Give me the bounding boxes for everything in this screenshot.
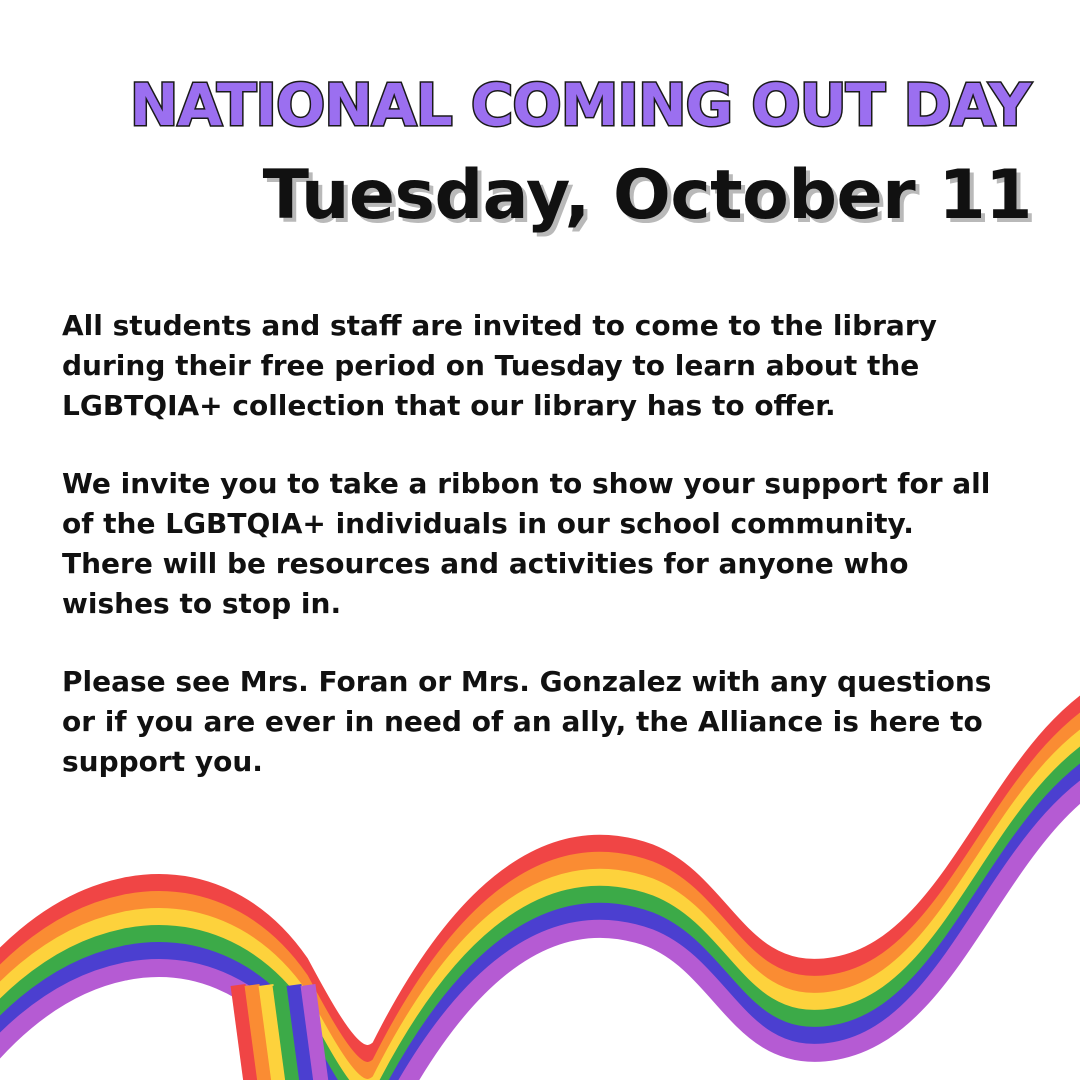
text-line: There will be resources and activities for anyone who xyxy=(62,547,909,580)
text-line: Please see Mrs. Foran or Mrs. Gonzalez with any questions xyxy=(62,665,992,698)
ribbon-fold-stripe xyxy=(308,985,322,1080)
text-line: LGBTQIA+ collection that our library has to offer. xyxy=(62,389,836,422)
text-line: support you. xyxy=(62,745,263,778)
rainbow-ribbon-fold xyxy=(238,985,322,1080)
ribbon-fold-stripe xyxy=(266,985,280,1080)
text-line: or if you are ever in need of an ally, the Alliance is here to xyxy=(62,705,983,738)
ribbon-fold-stripe xyxy=(280,985,294,1080)
paragraph-ribbon xyxy=(62,464,1022,624)
text-line: All students and staff are invited to come to the library xyxy=(62,309,937,342)
paragraph-invitation xyxy=(62,306,1022,426)
paragraph-contact xyxy=(62,662,1022,782)
text-line: wishes to stop in. xyxy=(62,587,342,620)
text-line: of the LGBTQIA+ individuals in our school community. xyxy=(62,507,914,540)
text-line: We invite you to take a ribbon to show your support for all xyxy=(62,467,991,500)
event-title: NATIONAL COMING OUT DAY xyxy=(129,71,1030,139)
ribbon-fold-stripe xyxy=(294,985,308,1080)
ribbon-fold-stripe xyxy=(238,985,252,1080)
ribbon-fold-stripe xyxy=(252,985,266,1080)
event-date: Tuesday, October 11 xyxy=(262,156,1032,235)
announcement-body xyxy=(62,306,1022,820)
text-line: during their free period on Tuesday to learn about the xyxy=(62,349,920,382)
